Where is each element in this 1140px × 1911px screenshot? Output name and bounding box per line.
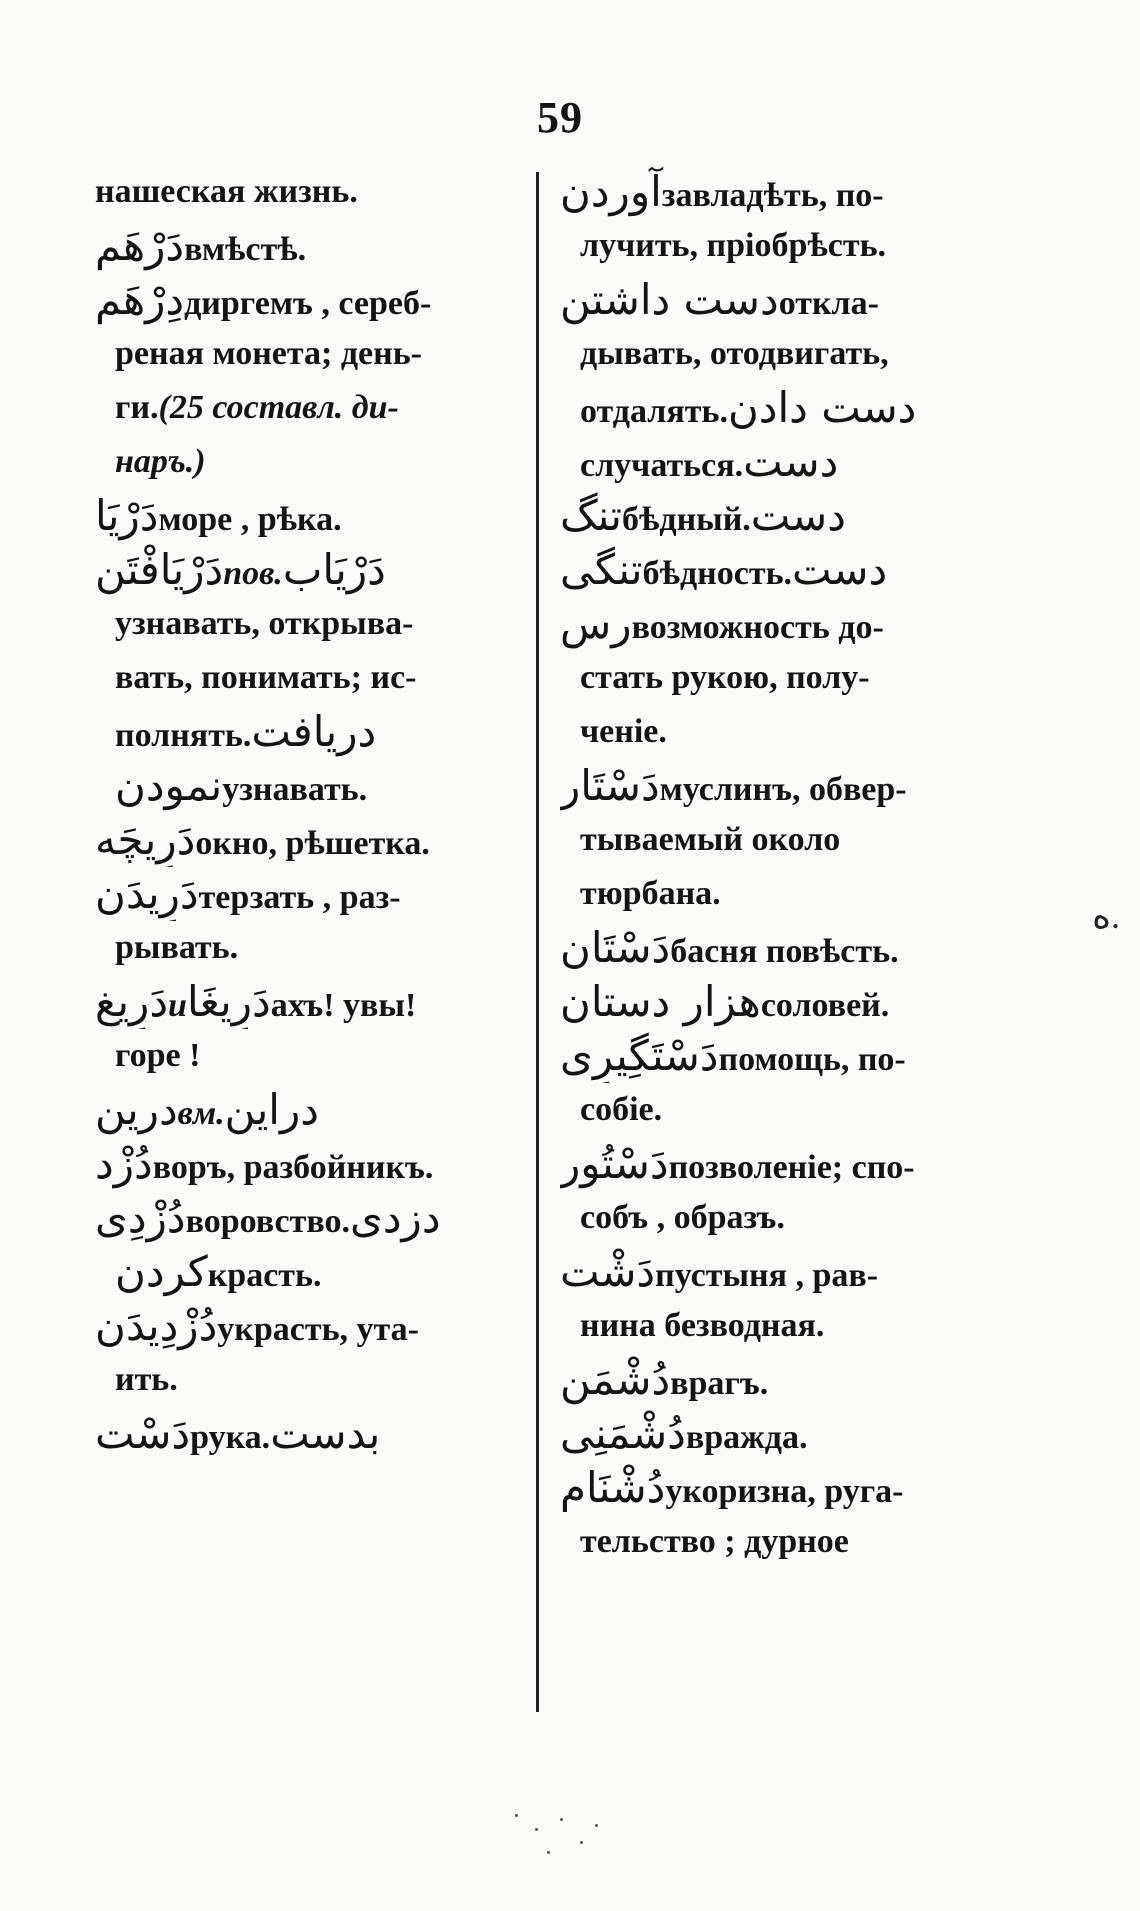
russian-gloss: врагъ. — [670, 1365, 769, 1402]
entry-line — [560, 543, 1005, 597]
russian-gloss: и — [168, 987, 187, 1024]
entry-line — [560, 867, 1005, 921]
russian-gloss: басня повѣсть. — [670, 933, 899, 970]
persian-headword: دُشْمَنِى — [560, 1409, 686, 1458]
persian-headword: درين — [95, 1085, 178, 1134]
entry-line — [95, 543, 515, 597]
persian-headword: دُزْدِيدَن — [95, 1301, 218, 1350]
russian-gloss: море , рѣка. — [158, 501, 342, 538]
russian-gloss: (25 составл. ди- — [158, 389, 399, 426]
russian-gloss: откла- — [778, 285, 879, 322]
russian-gloss: диргемъ , сереб- — [184, 285, 432, 322]
dictionary-column-right — [560, 165, 1005, 1721]
entry-line — [95, 1029, 515, 1083]
russian-gloss: вмѣстѣ. — [184, 231, 307, 268]
persian-headword: دَرِيدَن — [95, 869, 199, 918]
persian-headword: دريافت — [251, 707, 377, 756]
entry-line — [95, 867, 515, 921]
persian-headword: نمودن — [115, 761, 223, 810]
persian-headword: دَرْيَاب — [282, 545, 386, 594]
persian-headword: دَسْتَگِيرِى — [560, 1031, 719, 1080]
persian-headword: دَسْتَار — [560, 761, 660, 810]
entry-line — [560, 1299, 1005, 1353]
entry-line — [560, 381, 1005, 435]
russian-gloss: позволеніе; спо- — [668, 1149, 915, 1186]
russian-gloss: лучить, пріобрѣсть. — [580, 227, 887, 264]
russian-gloss: вм. — [177, 1095, 225, 1132]
russian-gloss: завладѣть, по- — [661, 177, 884, 214]
entry-line — [560, 165, 1005, 219]
entry-line — [95, 273, 515, 327]
entry-line — [95, 651, 515, 705]
entry-line — [95, 1407, 515, 1461]
entry-line — [95, 1245, 515, 1299]
entry-line — [95, 489, 515, 543]
russian-gloss: рывать. — [115, 929, 239, 966]
entry-line — [95, 597, 515, 651]
persian-headword: دَرْهَم — [95, 221, 185, 270]
entry-line — [560, 1137, 1005, 1191]
persian-headword: دَسْتَان — [560, 923, 671, 972]
russian-gloss: украсть, ута- — [217, 1311, 419, 1348]
russian-gloss: узнавать. — [222, 771, 368, 808]
entry-line — [95, 1191, 515, 1245]
persian-headword: دست — [750, 491, 846, 540]
russian-gloss: собъ , образъ. — [580, 1199, 785, 1236]
russian-gloss: муслинъ, обвер- — [659, 771, 907, 808]
russian-gloss: вражда. — [685, 1419, 808, 1456]
entry-line — [560, 1353, 1005, 1407]
russian-gloss: отдалять. — [580, 393, 728, 430]
page-number: 59 — [537, 93, 583, 142]
russian-gloss: вать, понимать; ис- — [115, 659, 417, 696]
entry-line — [560, 1191, 1005, 1245]
entry-line — [560, 597, 1005, 651]
persian-headword: دَرِيچَه — [95, 815, 196, 864]
persian-headword: دست دادن — [727, 383, 917, 432]
entry-line — [560, 273, 1005, 327]
persian-headword: دست — [792, 545, 888, 594]
russian-gloss: стать рукою, полу- — [580, 659, 870, 696]
russian-gloss: горе ! — [115, 1037, 201, 1074]
entry-line — [560, 1461, 1005, 1515]
print-specks — [505, 1806, 615, 1866]
russian-gloss: возможность до- — [631, 609, 884, 646]
entry-line — [560, 1245, 1005, 1299]
persian-headword: كردن — [115, 1247, 208, 1296]
column-divider — [536, 172, 539, 1712]
entry-line — [95, 327, 515, 381]
persian-headword: دَرْيَا — [95, 491, 159, 540]
persian-headword: دست داشتن — [560, 275, 779, 324]
entry-line — [95, 1299, 515, 1353]
persian-headword: دَرِيغ — [95, 977, 169, 1026]
russian-gloss: полнять. — [115, 717, 252, 754]
russian-gloss: тельство ; дурное — [580, 1523, 849, 1560]
russian-gloss: соловей. — [760, 987, 890, 1024]
russian-gloss: тюрбана. — [580, 875, 721, 912]
russian-gloss: узнавать, открыва- — [115, 605, 414, 642]
russian-gloss: помощь, по- — [718, 1041, 906, 1078]
entry-line — [95, 759, 515, 813]
entry-line — [95, 165, 515, 219]
russian-gloss: ить. — [115, 1361, 178, 1398]
persian-headword: دزدى — [349, 1193, 441, 1242]
russian-gloss: бѣдность. — [642, 555, 793, 592]
russian-gloss: случаться. — [580, 447, 744, 484]
russian-gloss: собіе. — [580, 1091, 663, 1128]
persian-headword: هزار دستان — [560, 977, 761, 1026]
persian-headword: دَرِيغَا — [186, 977, 271, 1026]
russian-gloss: рука. — [190, 1419, 271, 1456]
persian-headword: دُزْدِى — [95, 1193, 186, 1242]
entry-line — [95, 705, 515, 759]
russian-gloss: воровство. — [185, 1203, 350, 1240]
entry-line — [95, 435, 515, 489]
persian-headword: دُزْد — [95, 1139, 153, 1188]
entry-line — [560, 975, 1005, 1029]
persian-headword: تنگ — [560, 491, 622, 540]
entry-line — [95, 975, 515, 1029]
entry-line — [560, 651, 1005, 705]
entry-line — [95, 219, 515, 273]
entry-line — [95, 381, 515, 435]
entry-line — [95, 1353, 515, 1407]
entry-line — [560, 1407, 1005, 1461]
entry-line — [560, 921, 1005, 975]
persian-headword: دراين — [224, 1085, 319, 1134]
entry-line — [95, 1137, 515, 1191]
russian-gloss: окно, рѣшетка. — [195, 825, 430, 862]
persian-headword: آوردن — [560, 167, 662, 216]
entry-line — [560, 759, 1005, 813]
russian-gloss: дывать, отодвигать, — [580, 335, 889, 372]
russian-gloss: наръ.) — [115, 443, 206, 480]
persian-headword: رس — [560, 599, 632, 648]
entry-line — [560, 435, 1005, 489]
russian-gloss: тываемый около — [580, 821, 841, 858]
persian-headword: دِرْهَم — [95, 275, 185, 324]
russian-gloss: ченіе. — [580, 713, 667, 750]
russian-gloss: ги. — [115, 389, 159, 426]
russian-gloss: пустыня , рав- — [655, 1257, 879, 1294]
persian-headword: دَسْت — [95, 1409, 191, 1458]
persian-headword: دُشْمَن — [560, 1355, 671, 1404]
entry-line — [560, 813, 1005, 867]
persian-headword: دست — [743, 437, 839, 486]
stray-mark: ﻩ. — [1092, 896, 1120, 936]
entry-line — [560, 489, 1005, 543]
entry-line — [560, 1029, 1005, 1083]
entry-line — [560, 1083, 1005, 1137]
russian-gloss: терзать , раз- — [198, 879, 401, 916]
entry-line — [560, 705, 1005, 759]
russian-gloss: нашеская жизнь. — [95, 173, 358, 210]
entry-line — [95, 813, 515, 867]
russian-gloss: воръ, разбойникъ. — [152, 1149, 434, 1186]
persian-headword: دُشْنَام — [560, 1463, 666, 1512]
russian-gloss: ахъ! увы! — [270, 987, 417, 1024]
entry-line — [95, 1083, 515, 1137]
russian-gloss: бѣдный. — [621, 501, 751, 538]
russian-gloss: пов. — [223, 555, 283, 592]
entry-line — [560, 327, 1005, 381]
persian-headword: دَسْتُور — [560, 1139, 669, 1188]
russian-gloss: укоризна, руга- — [665, 1473, 904, 1510]
persian-headword: دَرْيَافْتَن — [95, 545, 224, 594]
entry-line — [560, 219, 1005, 273]
entry-line — [560, 1515, 1005, 1569]
entry-line — [95, 921, 515, 975]
russian-gloss: красть. — [207, 1257, 322, 1294]
russian-gloss: реная монета; день- — [115, 335, 422, 372]
persian-headword: دَشْت — [560, 1247, 656, 1296]
dictionary-column-left — [95, 165, 515, 1721]
persian-headword: بدست — [270, 1409, 381, 1458]
russian-gloss: нина безводная. — [580, 1307, 825, 1344]
persian-headword: تنگى — [560, 545, 643, 594]
